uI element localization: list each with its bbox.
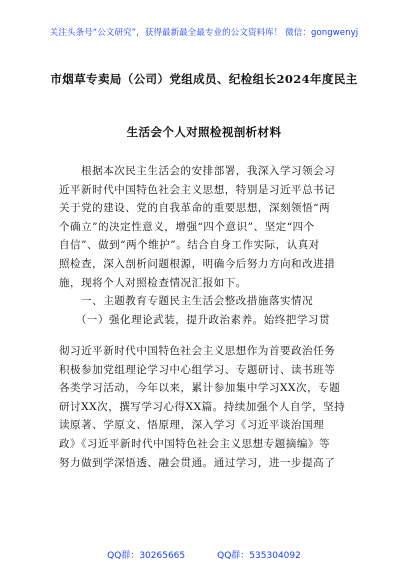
body-line: 各类学习活动，今年以来，累计参加集中学习XX次，专题	[59, 382, 341, 395]
body-line: 积极参加党组理论学习中心组学习、专题研讨、读书班等	[59, 363, 336, 376]
body-line: 研讨XX次，撰写学习心得XX篇。持续加强个人自学，坚持	[59, 400, 346, 413]
body-line: 关于党的建设、党的自我革命的重要思想，深刻领悟“两	[59, 202, 331, 215]
body-line: 施，现将个人对照检查情况汇报如下。	[59, 276, 247, 289]
body-line: 根据本次民主生活会的安排部署，我深入学习领会习	[59, 165, 336, 177]
qq-group-2: QQ群：535304092	[217, 551, 301, 561]
body-line: 个确立”的决定性意义，增强“四个意识”、坚定“四个	[59, 220, 315, 233]
body-line: 努力做到学深悟透、融会贯通。通过学习，进一步提高了	[59, 456, 336, 469]
document-title-line-1: 市烟草专卖局（公司）党组成员、纪检组长2024年度民主	[50, 72, 358, 86]
body-line: 自信”、做到“两个维护”。结合自身工作实际，认真对	[59, 239, 320, 252]
footer-contact	[0, 548, 408, 561]
promo-banner: 关注头条号“公文研究”，获得最新最全最专业的公文资料库！ 微信：gongwenyj	[49, 28, 359, 38]
body-line: 近平新时代中国特色社会主义思想，特别是习近平总书记	[59, 183, 336, 196]
body-line: 照检查，深入剖析问题根源，明确今后努力方向和改进措	[59, 257, 336, 270]
body-line: 读原著、学原文、悟原理，深入学习《习近平谈治国理	[59, 419, 325, 432]
body-line: 彻习近平新时代中国特色社会主义思想作为首要政治任务	[59, 345, 336, 357]
body-line: 政》《习近平新时代中国特色社会主义思想专题摘编》等	[59, 437, 330, 450]
qq-group-1: QQ群：30265665	[107, 551, 186, 561]
body-text-section-1	[59, 342, 351, 472]
document-title-line-2: 生活会个人对照检视剖析材料	[126, 125, 282, 139]
section-heading: 一、主题教育专题民主生活会整改措施落实情况	[59, 295, 314, 308]
subsection-line: （一）强化理论武装，提升政治素养。始终把学习贯	[59, 313, 330, 326]
body-text-intro	[59, 162, 351, 329]
